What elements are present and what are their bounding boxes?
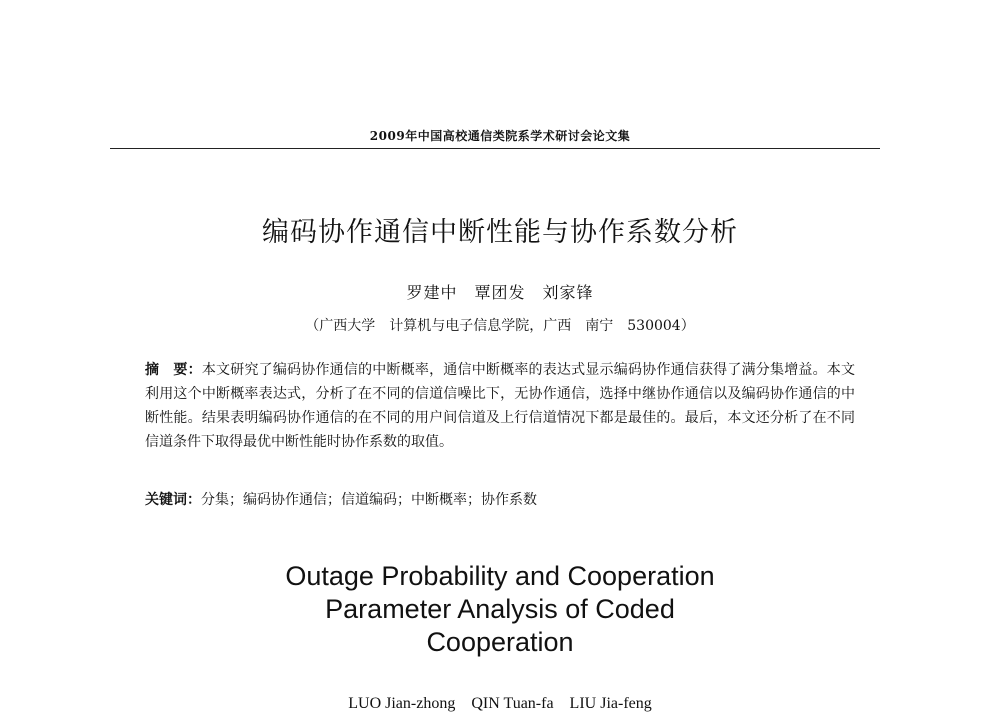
english-title-line: Outage Probability and Cooperation [285,561,715,591]
running-header: 2009年中国高校通信类院系学术研讨会论文集 [369,129,631,143]
abstract [145,358,855,454]
chinese-title: 编码协作通信中断性能与协作系数分析 [262,217,738,248]
header-rule [110,148,880,149]
abstract-label: 摘 要： [145,362,202,378]
keywords-label: 关键词： [145,492,201,508]
keywords-text: 分集；编码协作通信；信道编码；中断概率；协作系数 [201,492,537,508]
english-title [0,560,1000,659]
english-authors: LUO Jian-zhong QIN Tuan-fa LIU Jia-feng [348,695,652,712]
keywords [145,488,855,512]
abstract-text: 本文研究了编码协作通信的中断概率，通信中断概率的表达式显示编码协作通信获得了满分集增益。本文利用这个中断概率表达式，分析了在不同的信道信噪比下，无协作通信，选择中继协作通信以及编码协作通信的中断性能。结果表明编码协作通信的在不同的用户间信道及上行信道情况下都是最佳的。最后，本文还分析了在不同信道条件下取得最优中断性能时协作系数的取值。 [145,362,856,450]
english-title-line: Parameter Analysis of Coded [325,594,675,624]
chinese-affiliation: （广西大学 计算机与电子信息学院，广西 南宁 530004） [305,318,695,334]
chinese-authors: 罗建中 覃团发 刘家锋 [406,283,594,302]
english-title-line: Cooperation [426,627,574,657]
